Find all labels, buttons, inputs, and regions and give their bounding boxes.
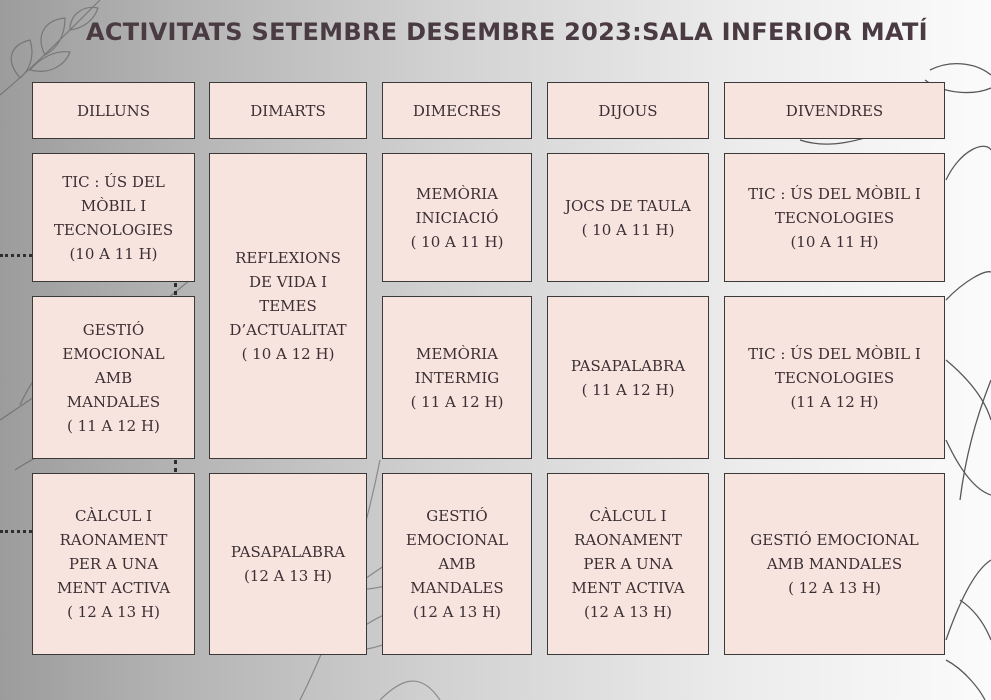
activity-friday-12: GESTIÓ EMOCIONAL AMB MANDALES ( 12 A 13 H) (724, 473, 945, 655)
activity-friday-11: TIC : ÚS DEL MÒBIL I TECNOLOGIES (11 A 12 H) (724, 296, 945, 459)
activity-monday-12: CÀLCUL I RAONAMENT PER A UNA MENT ACTIVA ( 12 A 13 H) (32, 473, 195, 655)
page-title: ACTIVITATS SETEMBRE DESEMBRE 2023:SALA INFERIOR MATÍ (86, 18, 928, 46)
activity-thursday-11: PASAPALABRA ( 11 A 12 H) (547, 296, 709, 459)
header-wednesday: DIMECRES (382, 82, 532, 139)
dotted-connector (174, 283, 177, 295)
activity-wednesday-12: GESTIÓ EMOCIONAL AMB MANDALES (12 A 13 H) (382, 473, 532, 655)
dotted-connector (174, 460, 177, 472)
header-monday: DILLUNS (32, 82, 195, 139)
header-friday: DIVENDRES (724, 82, 945, 139)
activity-wednesday-11: MEMÒRIA INTERMIG ( 11 A 12 H) (382, 296, 532, 459)
header-thursday: DIJOUS (547, 82, 709, 139)
activity-tuesday-10: REFLEXIONS DE VIDA I TEMES D’ACTUALITAT ( 10 A 12 H) (209, 153, 367, 459)
header-tuesday: DIMARTS (209, 82, 367, 139)
activity-monday-11: GESTIÓ EMOCIONAL AMB MANDALES ( 11 A 12 H) (32, 296, 195, 459)
activity-friday-10: TIC : ÚS DEL MÒBIL I TECNOLOGIES (10 A 11 H) (724, 153, 945, 282)
activity-tuesday-12: PASAPALABRA (12 A 13 H) (209, 473, 367, 655)
dotted-connector (0, 254, 32, 257)
dotted-connector (0, 530, 32, 533)
activity-wednesday-10: MEMÒRIA INICIACIÓ ( 10 A 11 H) (382, 153, 532, 282)
activity-thursday-10: JOCS DE TAULA ( 10 A 11 H) (547, 153, 709, 282)
activity-monday-10: TIC : ÚS DEL MÒBIL I TECNOLOGIES (10 A 11 H) (32, 153, 195, 282)
activity-thursday-12: CÀLCUL I RAONAMENT PER A UNA MENT ACTIVA (12 A 13 H) (547, 473, 709, 655)
